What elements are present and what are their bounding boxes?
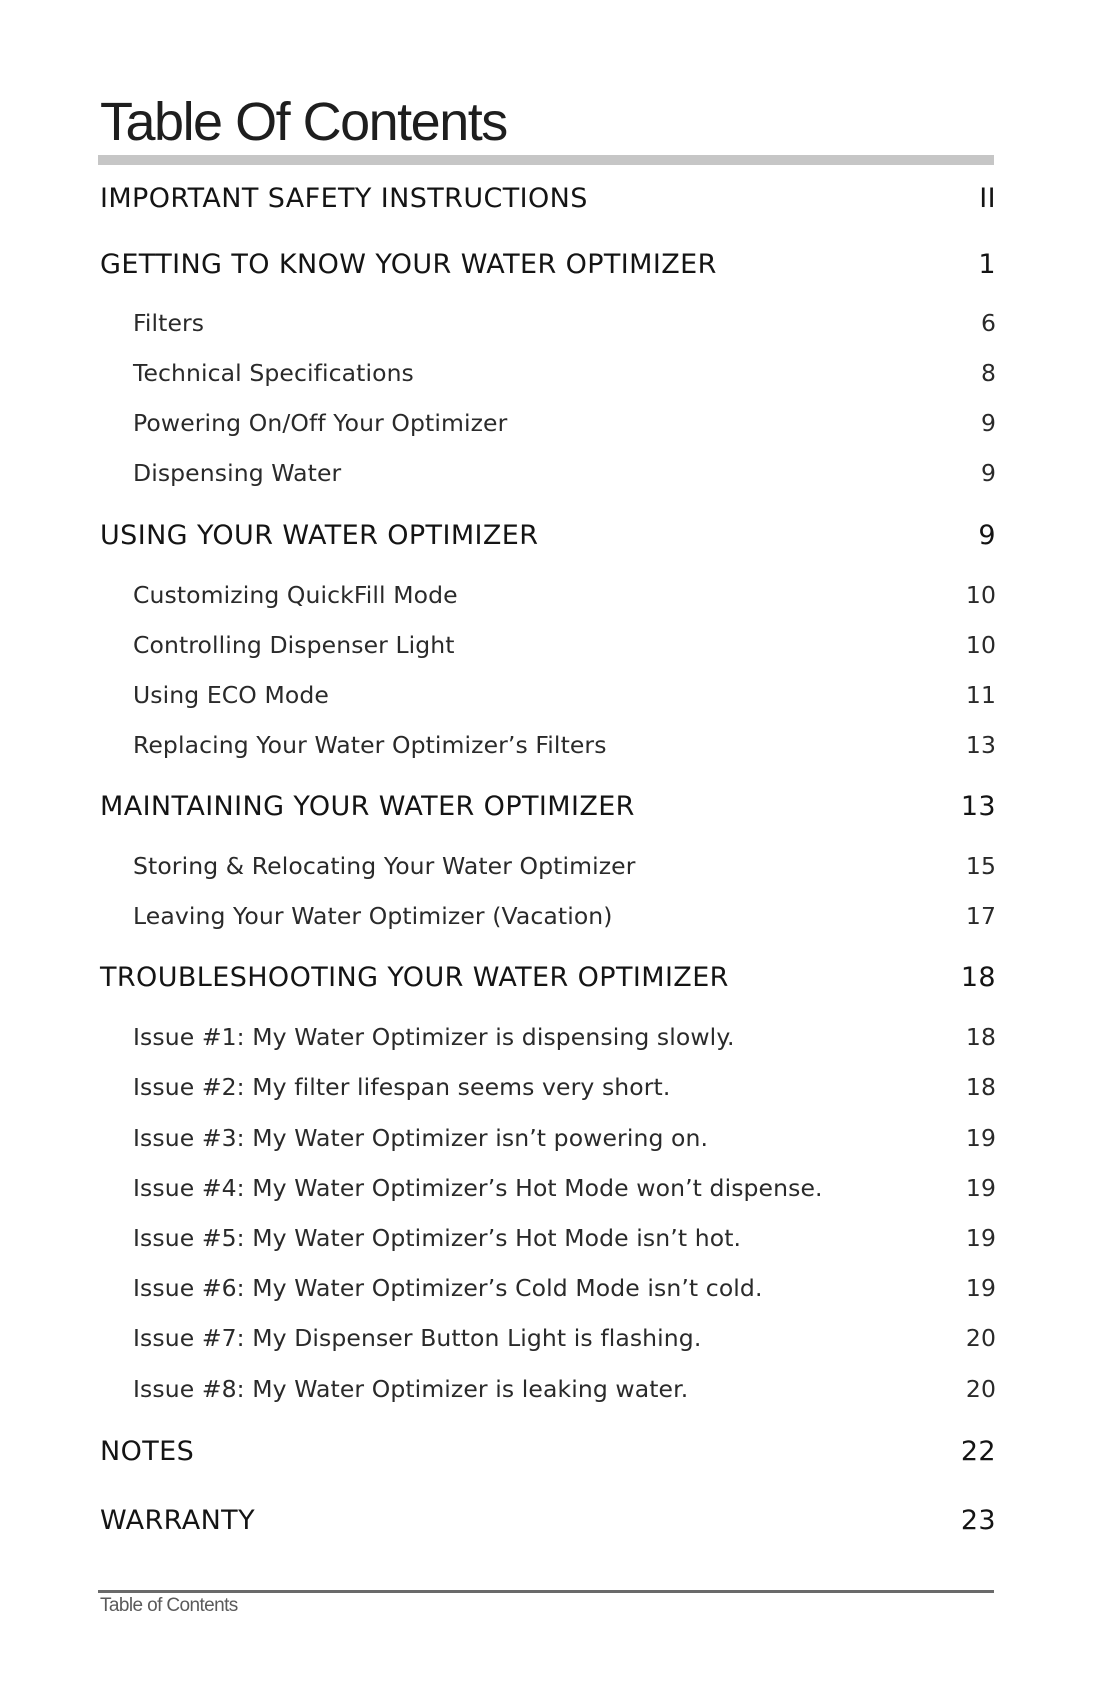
toc-entry-label: Technical Specifications bbox=[133, 359, 414, 387]
toc-page-number: 11 bbox=[965, 681, 996, 709]
toc-subsection[interactable] bbox=[133, 725, 996, 765]
toc-subsection[interactable] bbox=[133, 303, 996, 343]
toc-entry-label: MAINTAINING YOUR WATER OPTIMIZER bbox=[100, 790, 635, 822]
toc-subsection[interactable] bbox=[133, 675, 996, 715]
toc-entry-label: Leaving Your Water Optimizer (Vacation) bbox=[133, 902, 613, 930]
toc-entry-label: Issue #5: My Water Optimizer’s Hot Mode isn’t hot. bbox=[133, 1224, 742, 1252]
toc-page-number: 9 bbox=[980, 459, 996, 487]
toc-page-number: 9 bbox=[978, 519, 996, 551]
toc-section[interactable] bbox=[100, 957, 996, 997]
toc-section[interactable] bbox=[100, 786, 996, 826]
footer-divider bbox=[98, 1590, 994, 1593]
toc-entry-label: Issue #6: My Water Optimizer’s Cold Mode isn’t cold. bbox=[133, 1274, 763, 1302]
toc-subsection[interactable] bbox=[133, 625, 996, 665]
toc-subsection[interactable] bbox=[133, 1268, 996, 1308]
toc-page-number: 19 bbox=[965, 1224, 996, 1252]
toc-subsection[interactable] bbox=[133, 1369, 996, 1409]
toc-entry-label: Replacing Your Water Optimizer’s Filters bbox=[133, 731, 607, 759]
toc-entry-label: NOTES bbox=[100, 1435, 195, 1467]
toc-subsection[interactable] bbox=[133, 353, 996, 393]
toc-subsection[interactable] bbox=[133, 1218, 996, 1258]
toc-page-number: 10 bbox=[965, 581, 996, 609]
toc-page-number: 1 bbox=[978, 248, 996, 280]
toc-subsection[interactable] bbox=[133, 1118, 996, 1158]
toc-entry-label: Using ECO Mode bbox=[133, 681, 329, 709]
toc-subsection[interactable] bbox=[133, 403, 996, 443]
toc-page-number: 17 bbox=[965, 902, 996, 930]
toc-entry-label: Filters bbox=[133, 309, 205, 337]
toc-page-number: 18 bbox=[965, 1023, 996, 1051]
toc-entry-label: Issue #4: My Water Optimizer’s Hot Mode won’t dispense. bbox=[133, 1174, 823, 1202]
toc-subsection[interactable] bbox=[133, 1067, 996, 1107]
toc-page-number: 6 bbox=[980, 309, 996, 337]
toc-page-number: 23 bbox=[960, 1504, 996, 1536]
toc-entry-label: Dispensing Water bbox=[133, 459, 342, 487]
toc-page-number: 13 bbox=[960, 790, 996, 822]
toc-section[interactable] bbox=[100, 1431, 996, 1471]
toc-subsection[interactable] bbox=[133, 575, 996, 615]
toc-entry-label: Powering On/Off Your Optimizer bbox=[133, 409, 508, 437]
toc-page-number: 13 bbox=[965, 731, 996, 759]
toc-subsection[interactable] bbox=[133, 896, 996, 936]
toc-page-number: 9 bbox=[980, 409, 996, 437]
toc-entry-label: TROUBLESHOOTING YOUR WATER OPTIMIZER bbox=[100, 961, 729, 993]
toc-subsection[interactable] bbox=[133, 1017, 996, 1057]
toc-page-number: 18 bbox=[965, 1073, 996, 1101]
toc-page-number: 20 bbox=[965, 1375, 996, 1403]
toc-entry-label: GETTING TO KNOW YOUR WATER OPTIMIZER bbox=[100, 248, 717, 280]
toc-entry-label: Issue #3: My Water Optimizer isn’t powering on. bbox=[133, 1124, 709, 1152]
toc-entry-label: Controlling Dispenser Light bbox=[133, 631, 455, 659]
toc-page-number: 19 bbox=[965, 1174, 996, 1202]
toc-page-number: 10 bbox=[965, 631, 996, 659]
toc-page-number: 8 bbox=[980, 359, 996, 387]
toc-section[interactable] bbox=[100, 515, 996, 555]
toc-entry-label: USING YOUR WATER OPTIMIZER bbox=[100, 519, 539, 551]
toc-entry-label: Customizing QuickFill Mode bbox=[133, 581, 458, 609]
toc-page-number: 15 bbox=[965, 852, 996, 880]
toc-entry-label: Issue #1: My Water Optimizer is dispensing slowly. bbox=[133, 1023, 735, 1051]
page-title: Table Of Contents bbox=[100, 92, 507, 152]
toc-subsection[interactable] bbox=[133, 1318, 996, 1358]
toc-section[interactable] bbox=[100, 244, 996, 284]
toc-page-number: 18 bbox=[960, 961, 996, 993]
toc-entry-label: Issue #8: My Water Optimizer is leaking water. bbox=[133, 1375, 689, 1403]
toc-subsection[interactable] bbox=[133, 1168, 996, 1208]
toc-entry-label: Storing & Relocating Your Water Optimizer bbox=[133, 852, 636, 880]
toc-subsection[interactable] bbox=[133, 846, 996, 886]
toc-page-number: 22 bbox=[960, 1435, 996, 1467]
toc-entry-label: IMPORTANT SAFETY INSTRUCTIONS bbox=[100, 182, 588, 214]
toc-entry-label: Issue #7: My Dispenser Button Light is flashing. bbox=[133, 1324, 702, 1352]
toc-page-number: II bbox=[979, 182, 996, 214]
footer-label: Table of Contents bbox=[100, 1595, 238, 1616]
toc-entry-label: Issue #2: My filter lifespan seems very short. bbox=[133, 1073, 671, 1101]
toc-page-number: 20 bbox=[965, 1324, 996, 1352]
toc-section[interactable] bbox=[100, 178, 996, 218]
toc-section[interactable] bbox=[100, 1500, 996, 1540]
toc-entry-label: WARRANTY bbox=[100, 1504, 255, 1536]
toc-page-number: 19 bbox=[965, 1124, 996, 1152]
toc-page-number: 19 bbox=[965, 1274, 996, 1302]
toc-subsection[interactable] bbox=[133, 453, 996, 493]
